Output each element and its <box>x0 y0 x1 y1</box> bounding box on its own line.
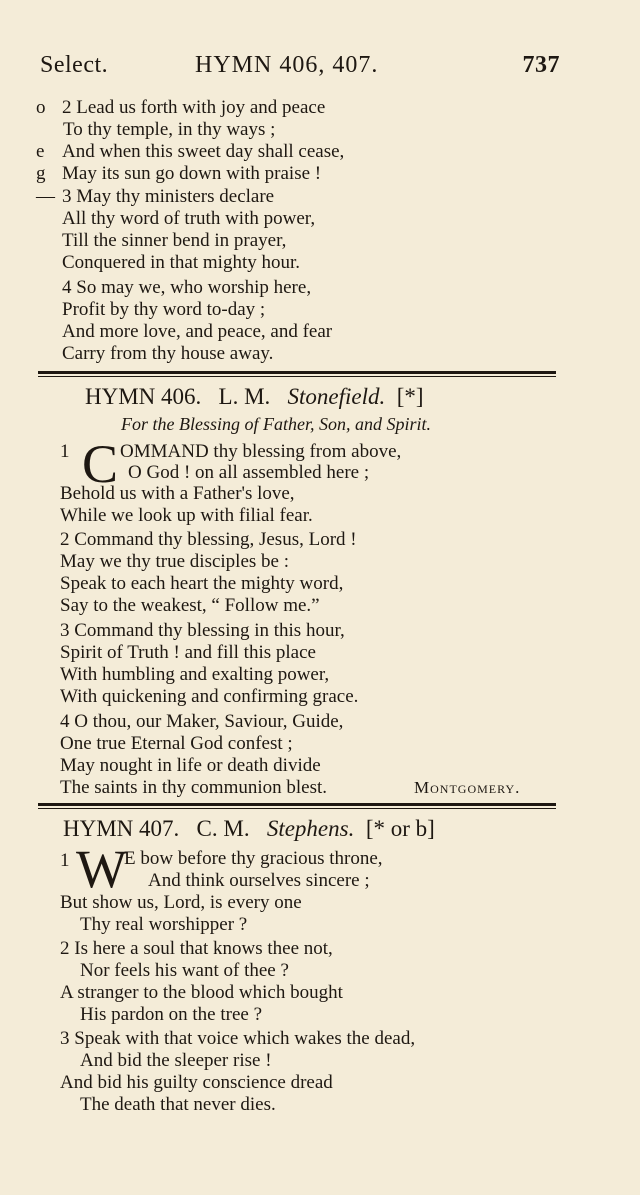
verse-line: May we thy true disciples be : <box>60 551 290 572</box>
verse-line: One true Eternal God confest ; <box>60 733 293 754</box>
verse-line: 3 May thy ministers declare <box>62 186 275 207</box>
verse-line: And bid his guilty conscience dread <box>60 1072 333 1093</box>
hymn-mark: [*] <box>396 384 424 409</box>
verse-line: 2 Lead us forth with joy and peace <box>62 97 326 118</box>
drop-cap: C <box>82 434 119 494</box>
verse-line: Till the sinner bend in prayer, <box>62 230 287 251</box>
header-hymn-numbers: HYMN 406, 407. <box>195 52 379 78</box>
verse-line: Nor feels his want of thee ? <box>80 960 289 981</box>
verse-line: May nought in life or death divide <box>60 755 321 776</box>
verse-line: 3 Command thy blessing in this hour, <box>60 620 345 641</box>
verse-line: 2 Command thy blessing, Jesus, Lord ! <box>60 529 357 550</box>
verse-line: And think ourselves sincere ; <box>148 870 370 891</box>
verse-line: 4 O thou, our Maker, Saviour, Guide, <box>60 711 344 732</box>
verse-line: While we look up with filial fear. <box>60 505 313 526</box>
verse-line: 3 Speak with that voice which wakes the dead, <box>60 1028 416 1049</box>
verse-line: The death that never dies. <box>80 1094 276 1115</box>
verse-line: The saints in thy communion blest. <box>60 777 328 798</box>
verse-line: Speak to each heart the mighty word, <box>60 573 344 594</box>
verse-line: 2 Is here a soul that knows thee not, <box>60 938 333 959</box>
hymn-meter: C. M. <box>196 816 250 841</box>
margin-mark: g <box>36 163 46 184</box>
verse-line: To thy temple, in thy ways ; <box>63 119 276 140</box>
verse-line: E bow before thy gracious throne, <box>124 848 383 869</box>
hymn-number: HYMN 406. <box>85 384 202 409</box>
margin-mark: e <box>36 141 45 162</box>
drop-cap: W <box>76 839 127 899</box>
verse-line: Say to the weakest, “ Follow me.” <box>60 595 320 616</box>
header-section-label: Select. <box>40 52 109 78</box>
section-divider-thin <box>38 376 556 377</box>
verse-line: Profit by thy word to-day ; <box>62 299 266 320</box>
hymn-heading <box>85 383 424 411</box>
verse-line: Thy real worshipper ? <box>80 914 248 935</box>
verse-line: May its sun go down with praise ! <box>62 163 322 184</box>
verse-number: 1 <box>60 441 70 462</box>
running-header <box>40 52 560 86</box>
verse-line: All thy word of truth with power, <box>62 208 316 229</box>
section-divider <box>38 803 556 806</box>
verse-line: With quickening and confirming grace. <box>60 686 359 707</box>
hymn-author: Montgomery. <box>414 778 521 797</box>
verse-line: A stranger to the blood which bought <box>60 982 343 1003</box>
hymn-tune: Stonefield. <box>287 384 386 409</box>
verse-line: And bid the sleeper rise ! <box>80 1050 272 1071</box>
section-divider-thin <box>38 808 556 809</box>
hymn-mark: [* or b] <box>365 816 435 841</box>
page-number: 737 <box>522 52 560 78</box>
section-divider <box>38 371 556 374</box>
verse-line: And more love, and peace, and fear <box>62 321 333 342</box>
hymn-meter: L. M. <box>218 384 271 409</box>
hymn-number: HYMN 407. <box>63 816 180 841</box>
verse-line: His pardon on the tree ? <box>80 1004 263 1025</box>
verse-line: Spirit of Truth ! and fill this place <box>60 642 316 663</box>
verse-line: But show us, Lord, is every one <box>60 892 302 913</box>
margin-mark: — <box>36 186 55 207</box>
verse-line: And when this sweet day shall cease, <box>62 141 345 162</box>
verse-line: O God ! on all assembled here ; <box>128 462 370 483</box>
verse-number: 1 <box>60 850 70 871</box>
verse-line: Behold us with a Father's love, <box>60 483 295 504</box>
verse-line: Carry from thy house away. <box>62 343 274 364</box>
hymn-subtitle: For the Blessing of Father, Son, and Spirit. <box>121 414 431 434</box>
verse-line: OMMAND thy blessing from above, <box>120 441 402 462</box>
margin-mark: o <box>36 97 46 118</box>
verse-line: Conquered in that mighty hour. <box>62 252 301 273</box>
hymn-tune: Stephens. <box>266 816 355 841</box>
verse-line: 4 So may we, who worship here, <box>62 277 312 298</box>
verse-line: With humbling and exalting power, <box>60 664 330 685</box>
